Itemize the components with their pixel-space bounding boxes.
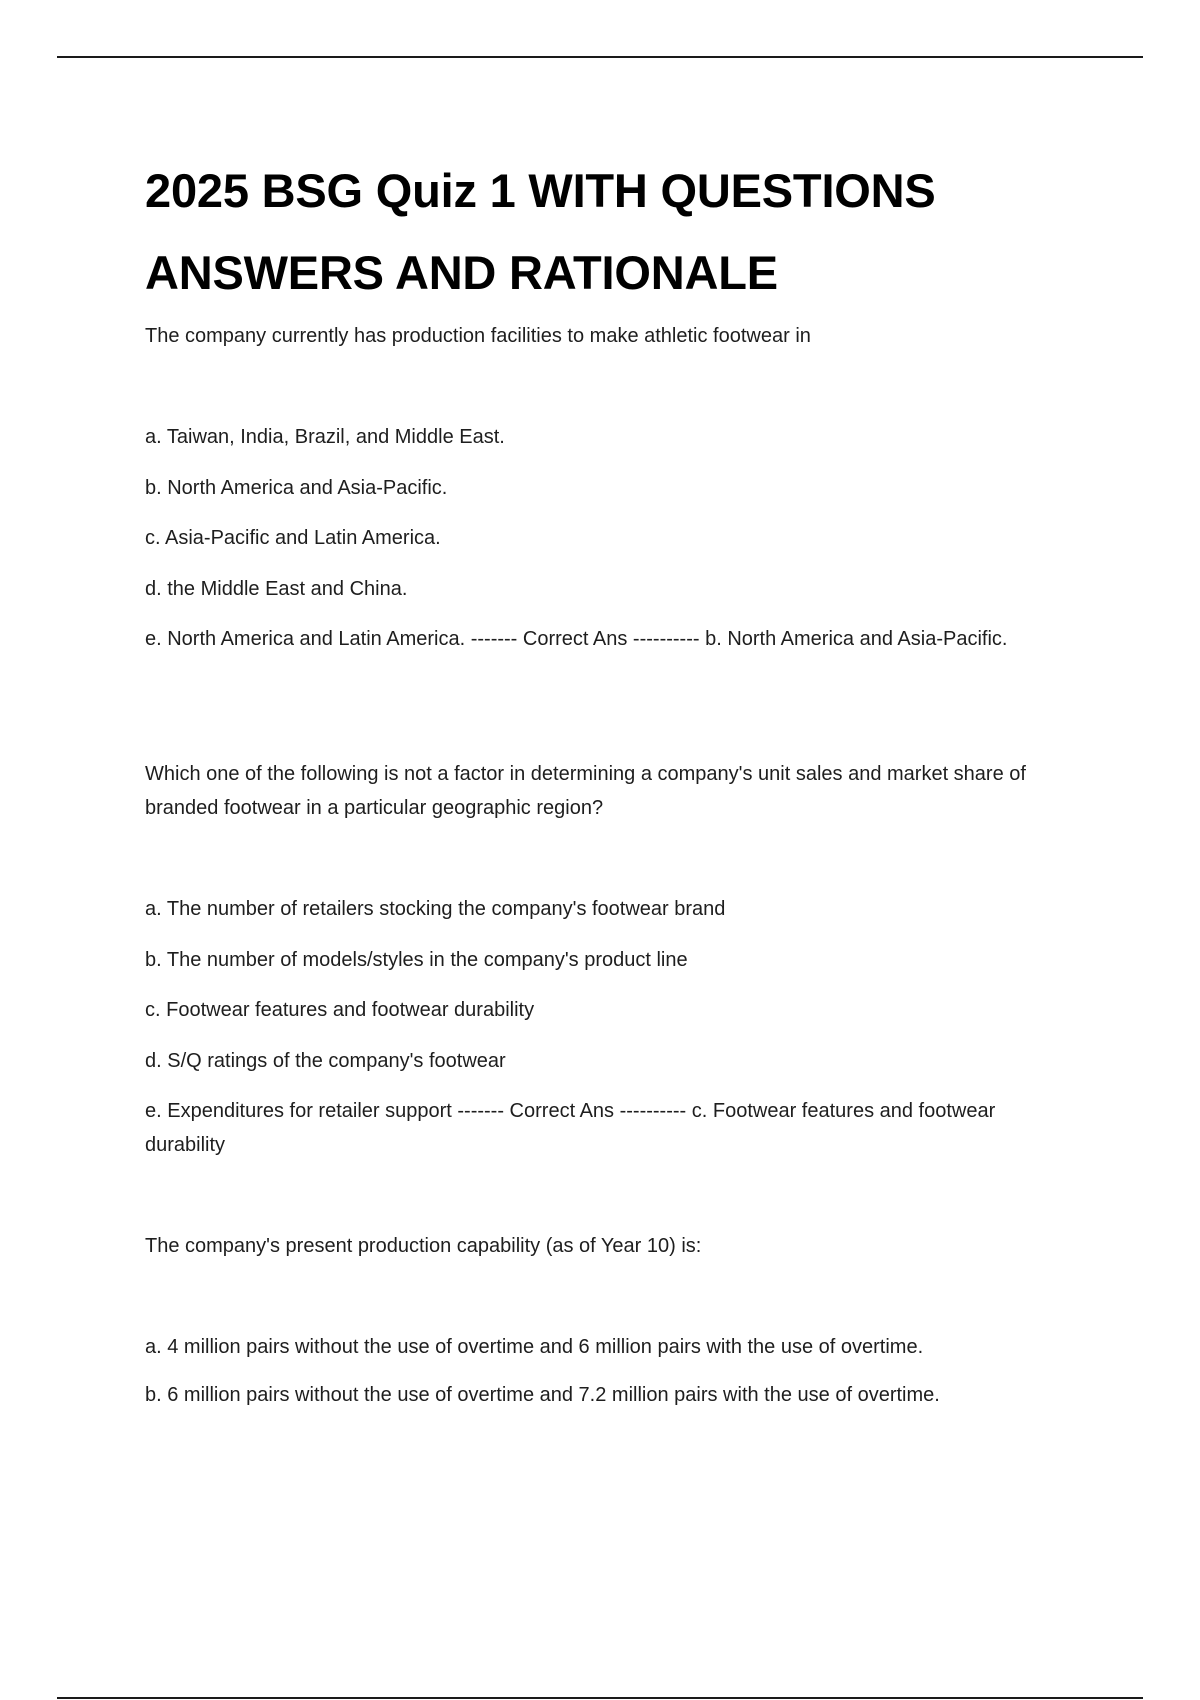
question-3-option-b: b. 6 million pairs without the use of overtime and 7.2 million pairs with the use of overtime. (145, 1384, 940, 1406)
question-1-option-c: c. Asia-Pacific and Latin America. (145, 527, 441, 549)
question-2-option-b: b. The number of models/styles in the company's product line (145, 949, 688, 971)
question-1-option-a: a. Taiwan, India, Brazil, and Middle East. (145, 426, 505, 448)
footer-rule (57, 1697, 1143, 1699)
question-2-option-e-answer: e. Expenditures for retailer support ------- Correct Ans ---------- c. Footwear features and footwear durability (145, 1100, 996, 1156)
question-1-prompt: The company currently has production facilities to make athletic footwear in (145, 325, 811, 347)
question-2-option-c: c. Footwear features and footwear durability (145, 999, 535, 1021)
question-3-prompt: The company's present production capability (as of Year 10) is: (145, 1235, 702, 1257)
question-3-option-a: a. 4 million pairs without the use of overtime and 6 million pairs with the use of overtime. (145, 1336, 924, 1358)
page-title: 2025 BSG Quiz 1 WITH QUESTIONS ANSWERS AND RATIONALE (145, 164, 936, 299)
header-rule (57, 56, 1143, 58)
question-1-option-b: b. North America and Asia-Pacific. (145, 477, 448, 499)
question-2-prompt: Which one of the following is not a factor in determining a company's unit sales and market share of branded footwear in a particular geographic region? (145, 763, 1026, 819)
question-2-option-d: d. S/Q ratings of the company's footwear (145, 1050, 506, 1072)
question-2-option-a: a. The number of retailers stocking the company's footwear brand (145, 898, 726, 920)
question-1-option-d: d. the Middle East and China. (145, 578, 408, 600)
question-1-option-e-answer: e. North America and Latin America. ------- Correct Ans ---------- b. North America and Asia-Pacific. (145, 628, 1008, 650)
